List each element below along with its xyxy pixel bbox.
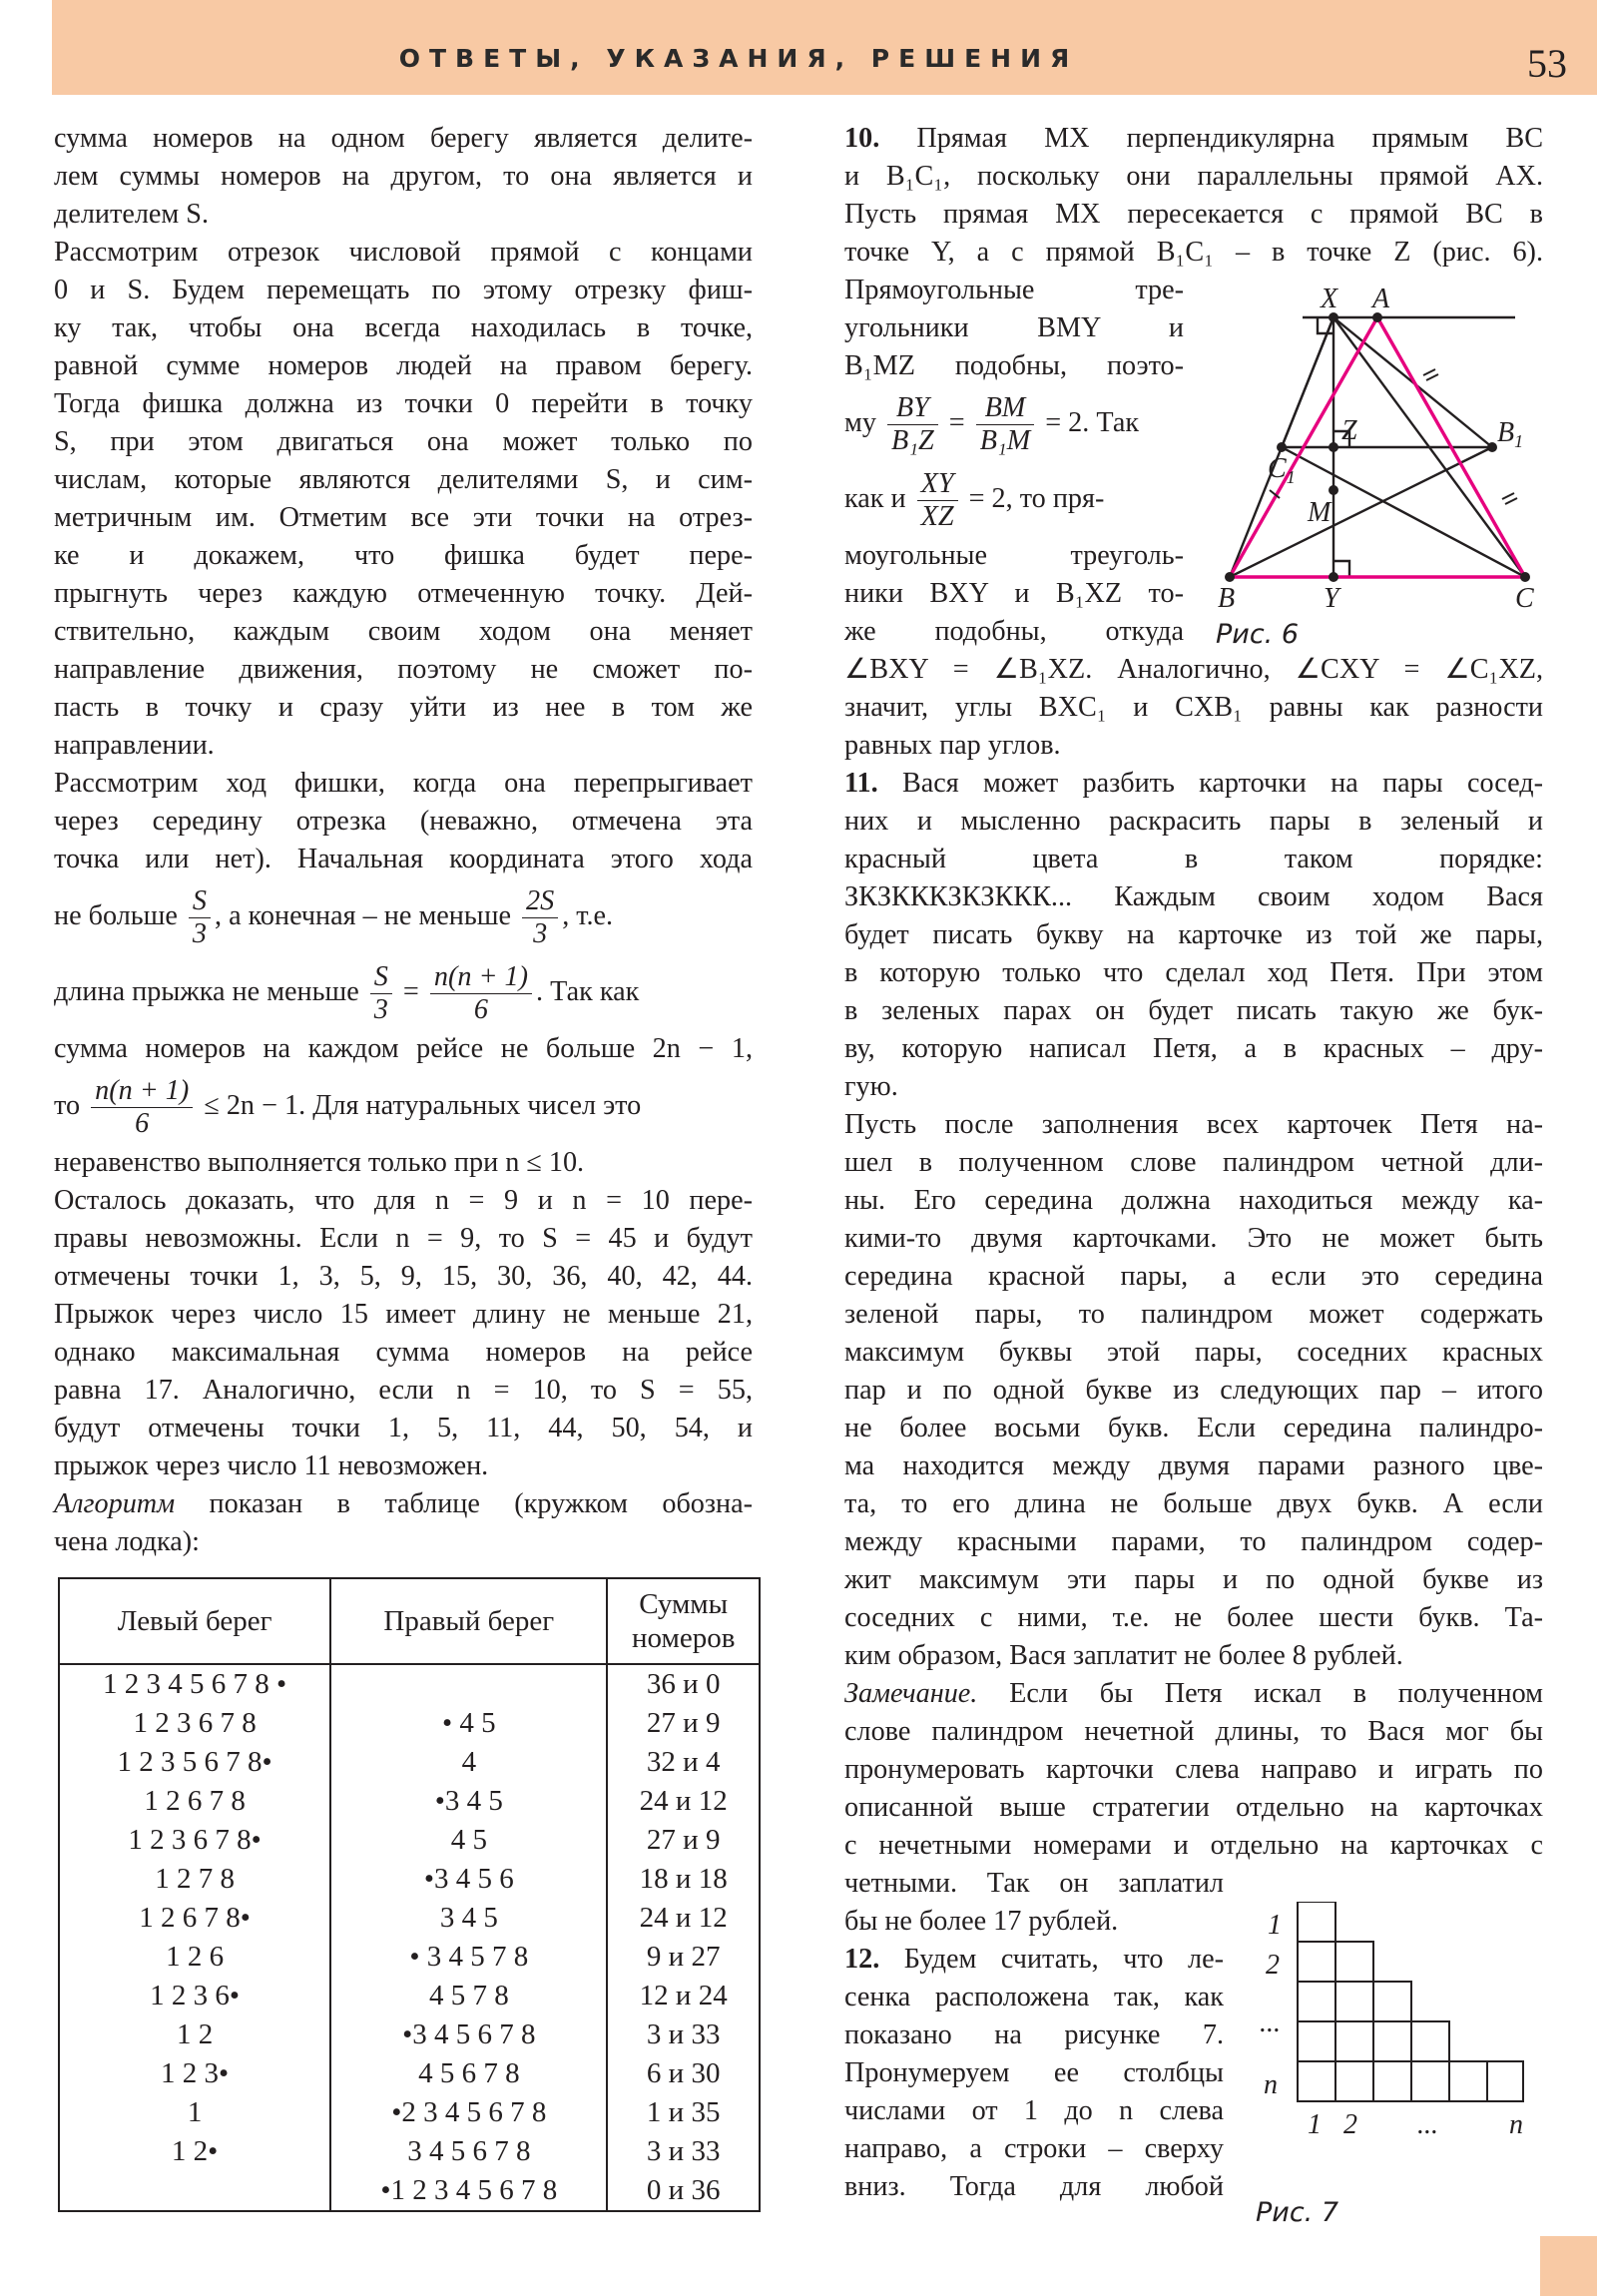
table-cell: 4 5: [330, 1821, 607, 1860]
table-cell: 4 5 6 7 8: [330, 2054, 607, 2093]
text-line: однако максимальная сумма номеров на рейсе: [54, 1337, 753, 1368]
fraction: [976, 392, 1035, 457]
text-line: B₁MZ подобны, поэто-: [844, 350, 1184, 381]
text-line: середина красной пары, а если это середина: [844, 1261, 1543, 1292]
formula-line: [844, 385, 1184, 461]
wrapped-text: [844, 272, 1184, 651]
row-label: 2: [1266, 1950, 1280, 1981]
table-row: [59, 1704, 760, 1743]
text-line: зеленой пары, то палиндром может содержать: [844, 1299, 1543, 1330]
text-line: ны. Его середина должна находиться между ка-: [844, 1185, 1543, 1216]
text-line: [844, 120, 1543, 158]
text-line: бы не более 17 рублей.: [844, 1906, 1119, 1937]
page-edge-tab: [1540, 2236, 1597, 2296]
text-fragment: ≤ 2n − 1. Для натуральных чисел это: [204, 1090, 642, 1121]
table-cell: 1 2 3 6 7 8•: [59, 1821, 330, 1860]
text-line: Пусть прямая MX пересекается с прямой BC в: [844, 199, 1543, 230]
table-row: [59, 1821, 760, 1860]
text-line: Осталось доказать, что для n = 9 и n = 10 пере-: [54, 1185, 753, 1216]
text-line: Пусть после заполнения всех карточек Петя на-: [844, 1109, 1543, 1140]
text-line: метричным им. Отметим все эти точки на отрез-: [54, 502, 753, 533]
text-line: вниз. Тогда для любой: [844, 2171, 1224, 2202]
label-c1: [1268, 453, 1296, 487]
text-line: не более восьми букв. Если середина палиндро-: [844, 1413, 1543, 1443]
text-line: точка или нет). Начальная координата этого хода: [54, 844, 753, 874]
formula-line: [844, 461, 1184, 537]
column-header: Суммы номеров: [607, 1578, 760, 1664]
point-b: [1225, 572, 1235, 582]
label-x: X: [1321, 284, 1338, 314]
label-z: Z: [1341, 415, 1357, 446]
text-line: Пронумеруем ее столбцы: [844, 2057, 1224, 2088]
table-cell: •2 3 4 5 6 7 8: [330, 2093, 607, 2132]
text-line: показано на рисунке 7.: [844, 2019, 1224, 2050]
text-fragment: то: [54, 1090, 81, 1121]
text-fragment: , а конечная – не меньше: [214, 900, 511, 931]
equals-sign: =: [948, 407, 965, 438]
column-label: n: [1509, 2109, 1523, 2140]
grid-cell: [1298, 2061, 1335, 2101]
table-cell: 1 2: [59, 2015, 330, 2054]
table-row: [59, 2171, 760, 2211]
text-line: значит, углы BXC₁ и CXB₁ равны как разности: [844, 692, 1543, 723]
grid-cell: [1335, 1942, 1373, 1982]
text-line: в которую только что сделал ход Петя. При этом: [844, 957, 1543, 988]
table-cell: 1 2 6 7 8•: [59, 1899, 330, 1938]
text-line: соседних с ними, т.е. не более шести букв. Та-: [844, 1602, 1543, 1633]
fraction-numerator: BY: [887, 392, 938, 425]
text-line: равна 17. Аналогично, если n = 10, то S = 55,: [54, 1375, 753, 1406]
table-cell: 36 и 0: [607, 1664, 760, 1704]
column-label: ...: [1417, 2109, 1438, 2140]
text-fragment: Вася может разбить карточки на пары сосед-: [901, 768, 1544, 799]
table-cell: 3 4 5 6 7 8: [330, 2132, 607, 2171]
fraction-numerator: XY: [917, 468, 958, 501]
text-line: ЗКЗКККЗКЗККК... Каждым своим ходом Вася: [844, 881, 1543, 912]
text-line: описанной выше стратегии отдельно на карточках: [844, 1792, 1543, 1823]
text-fragment: Будем считать, что ле-: [903, 1944, 1225, 1975]
text-line: числам, которые являются делителями S, и сим-: [54, 464, 753, 495]
table-cell: 1 2 3 4 5 6 7 8 •: [59, 1664, 330, 1704]
fraction-denominator: B₁M: [979, 425, 1031, 457]
text-line: Тогда фишка должна из точки 0 перейти в точку: [54, 388, 753, 419]
fraction-numerator: S: [370, 961, 392, 994]
text-line: отмечены точки 1, 3, 5, 9, 15, 30, 36, 40, 42, 44.: [54, 1261, 753, 1292]
table-cell: 24 и 12: [607, 1782, 760, 1821]
grid-cell: [1298, 1902, 1335, 1942]
text-fragment: му: [844, 407, 876, 438]
text-line: Рассмотрим отрезок числовой прямой с концами: [54, 237, 753, 268]
text-line: угольники BMY и: [844, 312, 1184, 343]
table-row: [59, 1977, 760, 2015]
table-cell: 27 и 9: [607, 1704, 760, 1743]
fraction: [887, 392, 938, 457]
table-row: [59, 2093, 760, 2132]
text-line: [844, 1941, 1224, 1979]
text-line: ким образом, Вася заплатит не более 8 рублей.: [844, 1640, 1403, 1671]
label-b1-letter: B: [1497, 417, 1515, 448]
table-header-row: [59, 1578, 760, 1664]
text-line: 0 и S. Будем перемещать по этому отрезку фиш-: [54, 275, 753, 305]
table-cell: •3 4 5 6 7 8: [330, 2015, 607, 2054]
grid-cell: [1298, 1942, 1335, 1982]
fraction-denominator: B₁Z: [890, 425, 934, 457]
fraction-denominator: 3: [373, 994, 388, 1026]
table-cell: • 3 4 5 7 8: [330, 1938, 607, 1977]
table-cell: • 4 5: [330, 1704, 607, 1743]
fraction: [189, 885, 211, 950]
equals-sign: =: [402, 976, 419, 1007]
text-fragment: не больше: [54, 900, 178, 931]
figure-7-caption: Рис. 7: [1256, 2197, 1339, 2228]
text-line: ∠BXY = ∠B₁XZ. Аналогично, ∠CXY = ∠C₁XZ,: [844, 654, 1543, 685]
text-line: прыжок через число 11 невозможен.: [54, 1450, 489, 1481]
label-y: Y: [1324, 583, 1339, 614]
text-line: направление движения, поэтому не сможет по-: [54, 654, 753, 685]
point-m: [1329, 485, 1338, 495]
tick-mark: [1502, 493, 1514, 499]
tick-mark: [1505, 498, 1517, 504]
grid-cell: [1373, 2021, 1411, 2061]
text-fragment: длина прыжка не меньше: [54, 976, 359, 1007]
text-line: ствительно, каждым своим ходом она меняет: [54, 616, 753, 647]
text-line: Рассмотрим ход фишки, когда она перепрыгивает: [54, 768, 753, 799]
table-cell: •1 2 3 4 5 6 7 8: [330, 2171, 607, 2211]
column-header: Правый берег: [330, 1578, 607, 1664]
text-line: гую.: [844, 1071, 898, 1102]
table-cell: 18 и 18: [607, 1860, 760, 1899]
figure-6-caption: Рис. 6: [1216, 619, 1300, 650]
label-m: M: [1308, 497, 1331, 528]
text-line: четными. Так он заплатил: [844, 1868, 1224, 1899]
text-line: ку так, чтобы она всегда находилась в точке,: [54, 312, 753, 343]
label-b1: [1497, 417, 1523, 451]
grid-cell: [1411, 2061, 1449, 2101]
running-title: ОТВЕТЫ, УКАЗАНИЯ, РЕШЕНИЯ: [398, 44, 1079, 73]
text-line: равной сумме номеров людей на правом берегу.: [54, 350, 753, 381]
text-line: равных пар углов.: [844, 730, 1061, 761]
table-cell: 1 2 6: [59, 1938, 330, 1977]
label-b1-sub: 1: [1514, 431, 1524, 451]
text-line: ву, которую написал Петя, а в красных – дру-: [844, 1033, 1543, 1064]
fraction-denominator: 6: [135, 1108, 150, 1140]
text-line: [844, 765, 1543, 803]
point-b1: [1487, 442, 1497, 452]
table-cell: 1 2 3 6•: [59, 1977, 330, 2015]
text-line: будут отмечены точки 1, 5, 11, 44, 50, 54, и: [54, 1413, 753, 1443]
formula-line: [54, 1068, 753, 1144]
text-line: красный цвета в таком порядке:: [844, 844, 1543, 874]
text-line: направлении.: [54, 730, 215, 761]
grid-cell: [1373, 2061, 1411, 2101]
staircase-grid: [1298, 1902, 1523, 2101]
column-header: Левый берег: [59, 1578, 330, 1664]
italic-term: Замечание.: [844, 1678, 978, 1709]
table-row: [59, 1743, 760, 1782]
wrapped-text: [844, 1865, 1224, 2206]
text-line: шел в полученном слове палиндром четной дли-: [844, 1147, 1543, 1178]
text-fragment: , т.е.: [562, 900, 614, 931]
text-line: ники BXY и B₁XZ то-: [844, 578, 1184, 609]
table-cell: 3 4 5: [330, 1899, 607, 1938]
text-line: ке и докажем, что фишка будет пере-: [54, 540, 753, 571]
grid-cell: [1487, 2061, 1523, 2101]
text-line: сумма номеров на каждом рейсе не больше 2n − 1,: [54, 1033, 753, 1064]
row-label: ...: [1260, 2008, 1281, 2038]
formula-line: [54, 878, 753, 954]
text-line: же подобны, откуда: [844, 616, 1184, 647]
text-line: жит максимум эти пары и по одной букве из: [844, 1564, 1543, 1595]
table-cell: 6 и 30: [607, 2054, 760, 2093]
text-line: [844, 1675, 1543, 1713]
table-cell: 24 и 12: [607, 1899, 760, 1938]
table-cell: •3 4 5: [330, 1782, 607, 1821]
problem-number: 10.: [844, 123, 880, 154]
fraction-denominator: 3: [533, 918, 548, 950]
text-line: неравенство выполняется только при n ≤ 10.: [54, 1147, 585, 1178]
fraction-numerator: 2S: [522, 885, 558, 918]
grid-cell: [1298, 1982, 1335, 2021]
table-row: [59, 1664, 760, 1704]
figure-6-black-lines: [1230, 317, 1525, 577]
problem-number: 12.: [844, 1944, 880, 1975]
text-line: сенка расположена так, как: [844, 1982, 1224, 2012]
grid-cell: [1335, 2061, 1373, 2101]
page-number: 53: [1527, 41, 1567, 86]
table-row: [59, 1938, 760, 1977]
formula-line: [54, 954, 753, 1030]
table-cell: 9 и 27: [607, 1938, 760, 1977]
text-line: сумма номеров на одном берегу является делите-: [54, 123, 753, 154]
table-cell: [330, 1664, 607, 1704]
fraction: [917, 468, 958, 533]
text-line: между красными парами, то палиндром содер-: [844, 1526, 1543, 1557]
text-line: делителем S.: [54, 199, 210, 230]
table-row: [59, 1899, 760, 1938]
text-line: кими-то двумя карточками. Это не может быть: [844, 1223, 1543, 1254]
fraction-numerator: n(n + 1): [91, 1075, 193, 1108]
text-line: в зеленых парах он будет писать такую же бук-: [844, 995, 1543, 1026]
table-cell: 1: [59, 2093, 330, 2132]
italic-term: Алгоритм: [54, 1488, 176, 1519]
table-cell: [59, 2171, 330, 2211]
text-line: и B₁C₁, поскольку они параллельны прямой AX.: [844, 161, 1543, 192]
tick-mark: [1426, 374, 1438, 380]
grid-cell: [1335, 1982, 1373, 2021]
text-line: пасть в точку и сразу уйти из нее в том же: [54, 692, 753, 723]
text-fragment: Прямая MX перпендикулярна прямым BC: [916, 123, 1543, 154]
text-fragment: . Так как: [536, 976, 640, 1007]
grid-cell: [1411, 2021, 1449, 2061]
table-row: [59, 1860, 760, 1899]
table-cell: 1 2 3•: [59, 2054, 330, 2093]
grid-cell: [1298, 2021, 1335, 2061]
fraction-denominator: XZ: [920, 501, 954, 533]
text-line: них и мысленно раскрасить пары в зеленый и: [844, 806, 1543, 837]
text-line: слове палиндром нечетной длины, то Вася мог бы: [844, 1716, 1543, 1747]
text-fragment: показан в таблице (кружком обозна-: [209, 1488, 754, 1519]
text-line: чена лодка):: [54, 1526, 201, 1557]
fraction: [522, 885, 558, 950]
text-line: пронумеровать карточки слева направо и играть по: [844, 1754, 1543, 1785]
table-cell: 32 и 4: [607, 1743, 760, 1782]
table-cell: 1 2 7 8: [59, 1860, 330, 1899]
grid-cell: [1335, 2021, 1373, 2061]
row-label: n: [1264, 2069, 1278, 2100]
text-line: с нечетными номерами и отдельно на карточках с: [844, 1830, 1543, 1861]
text-line: ма находится между двумя парами разного цве-: [844, 1450, 1543, 1481]
table-cell: 0 и 36: [607, 2171, 760, 2211]
table-cell: 4 5 7 8: [330, 1977, 607, 2015]
point-c: [1520, 572, 1530, 582]
point-c1: [1277, 442, 1287, 452]
text-line: прыгнуть через каждую отмеченную точку. Дей-: [54, 578, 753, 609]
text-fragment: = 2. Так: [1045, 407, 1140, 438]
table-row: [59, 1782, 760, 1821]
table-cell: 1 2 3 6 7 8: [59, 1704, 330, 1743]
text-line: лем суммы номеров на другом, то она является и: [54, 161, 753, 192]
tick-mark: [1423, 369, 1435, 375]
problem-number: 11.: [844, 768, 878, 799]
fraction: [430, 961, 532, 1026]
fraction-numerator: S: [189, 885, 211, 918]
figure-7: [1248, 1902, 1547, 2241]
table-body: [59, 1664, 760, 2211]
grid-cell: [1449, 2061, 1487, 2101]
label-c1-letter: C: [1268, 453, 1287, 484]
text-line: S, при этом двигаться она может только по: [54, 426, 753, 457]
fraction-denominator: 6: [473, 994, 488, 1026]
table-cell: 3 и 33: [607, 2132, 760, 2171]
text-line: направо, а строки – сверху: [844, 2133, 1224, 2164]
grid-cell: [1373, 1982, 1411, 2021]
table-row: [59, 2015, 760, 2054]
row-label: 1: [1268, 1910, 1282, 1941]
text-fragment: Если бы Петя искал в полученном: [1009, 1678, 1544, 1709]
table-cell: 1 2 3 5 6 7 8•: [59, 1743, 330, 1782]
table-cell: 3 и 33: [607, 2015, 760, 2054]
text-line: максимум буквы этой пары, соседних красных: [844, 1337, 1543, 1368]
column-label: 1: [1308, 2109, 1322, 2140]
table-cell: 4: [330, 1743, 607, 1782]
table-cell: 1 и 35: [607, 2093, 760, 2132]
table-cell: 27 и 9: [607, 1821, 760, 1860]
fraction: [370, 961, 392, 1026]
crossing-table: [58, 1577, 761, 2212]
point-y: [1329, 572, 1338, 582]
table-row: [59, 2132, 760, 2171]
label-a: A: [1372, 284, 1390, 314]
label-c1-sub: 1: [1286, 467, 1296, 487]
table-cell: 1 2 6 7 8: [59, 1782, 330, 1821]
line-xc1: [1282, 317, 1333, 447]
text-line: пар и по одной букве из следующих пар – итого: [844, 1375, 1543, 1406]
text-line: будет писать букву на карточке из той же пары,: [844, 919, 1543, 950]
label-b: B: [1218, 583, 1236, 614]
table-row: [59, 2054, 760, 2093]
text-line: [54, 1485, 753, 1523]
fraction-numerator: BM: [976, 392, 1035, 425]
fraction-denominator: 3: [192, 918, 207, 950]
column-label: 2: [1343, 2109, 1357, 2140]
text-line: та, то его длина не больше двух букв. А если: [844, 1488, 1543, 1519]
table-cell: •3 4 5 6: [330, 1860, 607, 1899]
text-line: Прыжок через число 15 имеет длину не меньше 21,: [54, 1299, 753, 1330]
label-c: C: [1515, 583, 1534, 614]
point-z: [1329, 442, 1338, 452]
text-line: точке Y, а с прямой B₁C₁ – в точке Z (рис. 6).: [844, 237, 1543, 268]
text-line: числами от 1 до n слева: [844, 2095, 1224, 2126]
left-column: [54, 120, 753, 1561]
fraction: [91, 1075, 193, 1140]
text-line: правы невозможны. Если n = 9, то S = 45 и будут: [54, 1223, 753, 1254]
figure-6: [1208, 282, 1537, 671]
text-fragment: = 2, то пря-: [968, 483, 1105, 514]
table-cell: 1 2•: [59, 2132, 330, 2171]
text-fragment: как и: [844, 483, 906, 514]
table-cell: 12 и 24: [607, 1977, 760, 2015]
text-line: через середину отрезка (неважно, отмечена эта: [54, 806, 753, 837]
text-line: Прямоугольные тре-: [844, 275, 1184, 305]
fraction-numerator: n(n + 1): [430, 961, 532, 994]
text-line: моугольные треуголь-: [844, 540, 1184, 571]
